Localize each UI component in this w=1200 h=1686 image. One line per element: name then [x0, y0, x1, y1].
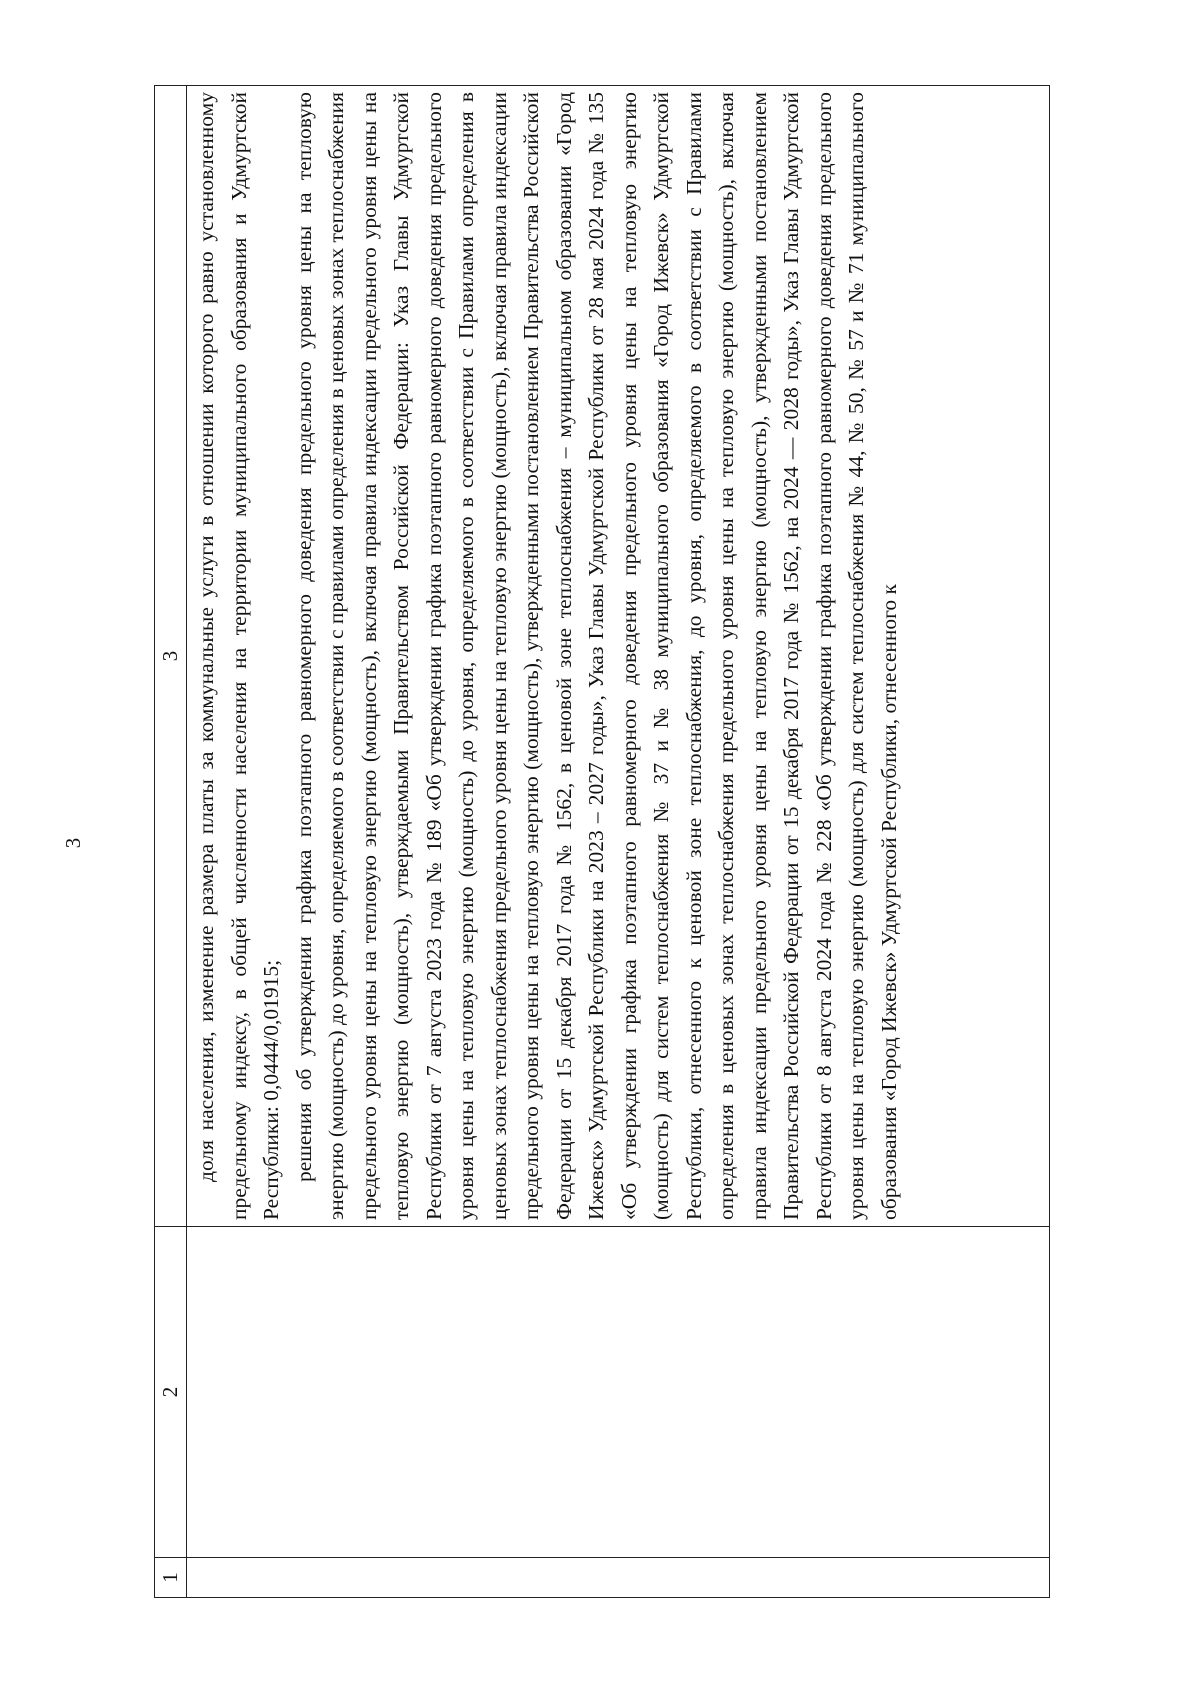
cell-col-1	[187, 1558, 1050, 1598]
column-header-2: 2	[155, 1227, 187, 1558]
cell-col-2	[187, 1227, 1050, 1558]
rotated-content	[154, 86, 1050, 1598]
page-number: 3	[61, 837, 85, 849]
column-header-3: 3	[155, 86, 187, 1227]
table-row	[187, 86, 1050, 1598]
document-table	[154, 85, 1050, 1598]
column-header-1: 1	[155, 1558, 187, 1598]
cell-col-3	[187, 86, 1050, 1227]
paragraph-population-share: доля населения, изменение размера платы за коммунальные услуги в отношении которого равно установленному предельному индексу, в общей численности населения на территории муниципального образования и Удмуртской Республики: 0,0444/0,01915;	[194, 92, 283, 1220]
paragraph-price-decisions: решения об утверждении графика поэтапного равномерного доведения предельного уровня цены на тепловую энергию (мощность) до уровня, определяемого в соответствии с правилами определения в ценовых зонах теплоснабжения предельного уровня цены на тепловую энергию (мощность), включая правила индексации предельного уровня цены на тепловую энергию (мощность), утверждаемыми Правительством Российской Федерации: Указ Главы Удмуртской Республики от 7 августа 2023 года № 189 «Об утверждении графика поэтапного равномерного доведения предельного уровня цены на тепловую энергию (мощность) до уровня, определяемого в соответствии с Правилами определения в ценовых зонах теплоснабжения предельного уровня цены на тепловую энергию (мощность), включая правила индексации предельного уровня цены на тепловую энергию (мощность), утвержденными постановлением Правительства Российской Федерации от 15 декабря 2017 года № 1562, в ценовой зоне теплоснабжения – муниципальном образовании «Город Ижевск» Удмуртской Республики на 2023 – 2027 годы», Указ Главы Удмуртской Республики от 28 мая 2024 года № 135 «Об утверждении графика поэтапного равномерного доведения предельного уровня цены на тепловую энергию (мощность) для систем теплоснабжения № 37 и № 38 муниципального образования «Город Ижевск» Удмуртской Республики, отнесенного к ценовой зоне теплоснабжения, до уровня, определяемого в соответствии с Правилами определения в ценовых зонах теплоснабжения предельного уровня цены на тепловую энергию (мощность), включая правила индексации предельного уровня цены на тепловую энергию (мощность), утвержденными постановлением Правительства Российской Федерации от 15 декабря 2017 года № 1562, на 2024 — 2028 годы», Указ Главы Удмуртской Республики от 8 августа 2024 года № 228 «Об утверждении графика поэтапного равномерного доведения предельного уровня цены на тепловую энергию (мощность) для систем теплоснабжения № 44, № 50, № 57 и № 71 муниципального образования «Город Ижевск» Удмуртской Республики, отнесенного к	[291, 92, 901, 1220]
table-header-row	[155, 86, 187, 1598]
